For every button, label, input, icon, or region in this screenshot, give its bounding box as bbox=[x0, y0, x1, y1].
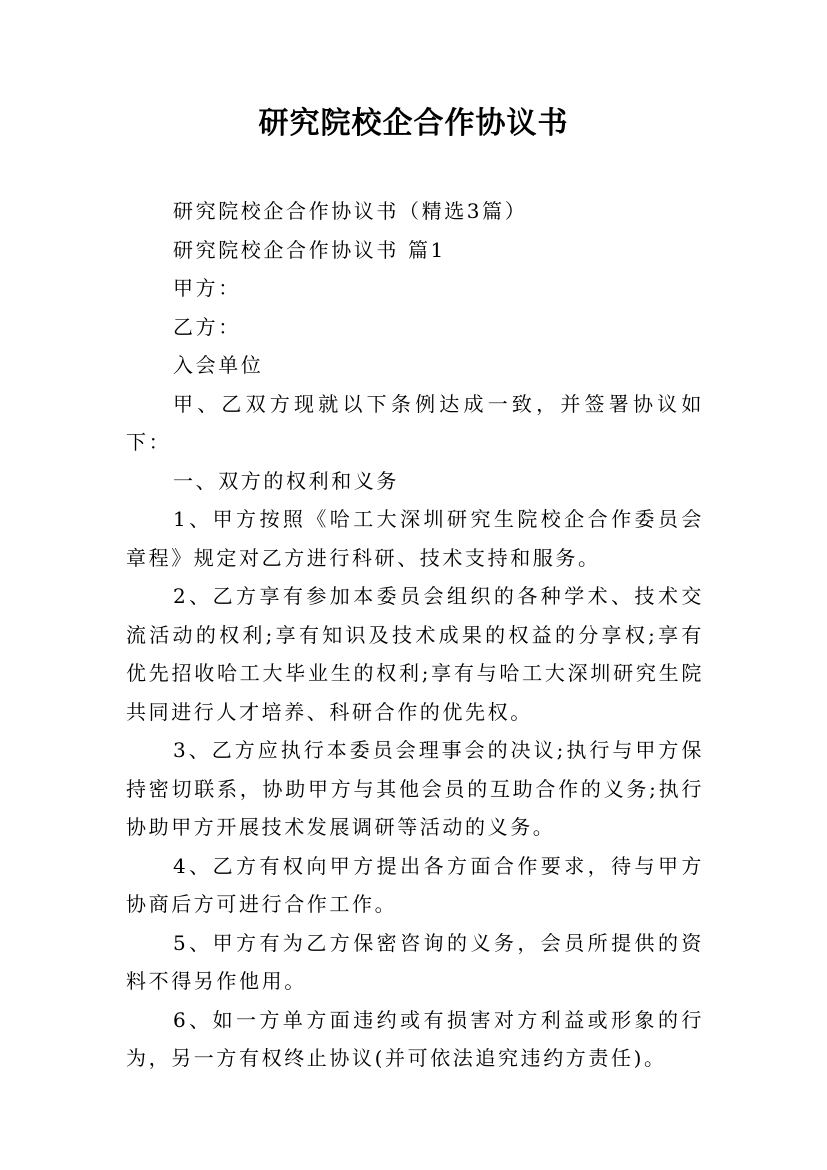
paragraph-party-a: 甲方： bbox=[173, 276, 241, 300]
document-body bbox=[126, 192, 704, 1078]
paragraph-subtitle: 研究院校企合作协议书（精选3篇） bbox=[173, 199, 528, 223]
paragraph-clause-2: 2、乙方享有参加本委员会组织的各种学术、技术交流活动的权利;享有知识及技术成果的权益的分享权;享有优先招收哈工大毕业生的权利;享有与哈工大深圳研究生院共同进行人才培养、科研合作的优先权。 bbox=[126, 584, 704, 724]
paragraph-clause-5: 5、甲方有为乙方保密咨询的义务，会员所提供的资料不得另作他用。 bbox=[126, 930, 704, 993]
paragraph-party-b: 乙方： bbox=[173, 314, 241, 339]
paragraph-agreement-intro: 甲、乙双方现就以下条例达成一致，并签署协议如下： bbox=[126, 391, 704, 454]
document-title: 研究院校企合作协议书 bbox=[258, 106, 569, 141]
paragraph-clause-3: 3、乙方应执行本委员会理事会的决议;执行与甲方保持密切联系，协助甲方与其他会员的互助合作的义务;执行协助甲方开展技术发展调研等活动的义务。 bbox=[126, 738, 704, 839]
paragraph-clause-1: 1、甲方按照《哈工大深圳研究生院校企合作委员会章程》规定对乙方进行科研、技术支持和服务。 bbox=[126, 507, 704, 570]
paragraph-rights-heading: 一、双方的权利和义务 bbox=[173, 468, 399, 493]
paragraph-member-unit: 入会单位 bbox=[173, 353, 264, 377]
paragraph-clause-4: 4、乙方有权向甲方提出各方面合作要求，待与甲方协商后方可进行合作工作。 bbox=[126, 853, 704, 916]
paragraph-section-heading: 研究院校企合作协议书 篇1 bbox=[173, 237, 446, 262]
paragraph-clause-6: 6、如一方单方面违约或有损害对方利益或形象的行为，另一方有权终止协议(并可依法追究违约方责任)。 bbox=[126, 1007, 704, 1070]
